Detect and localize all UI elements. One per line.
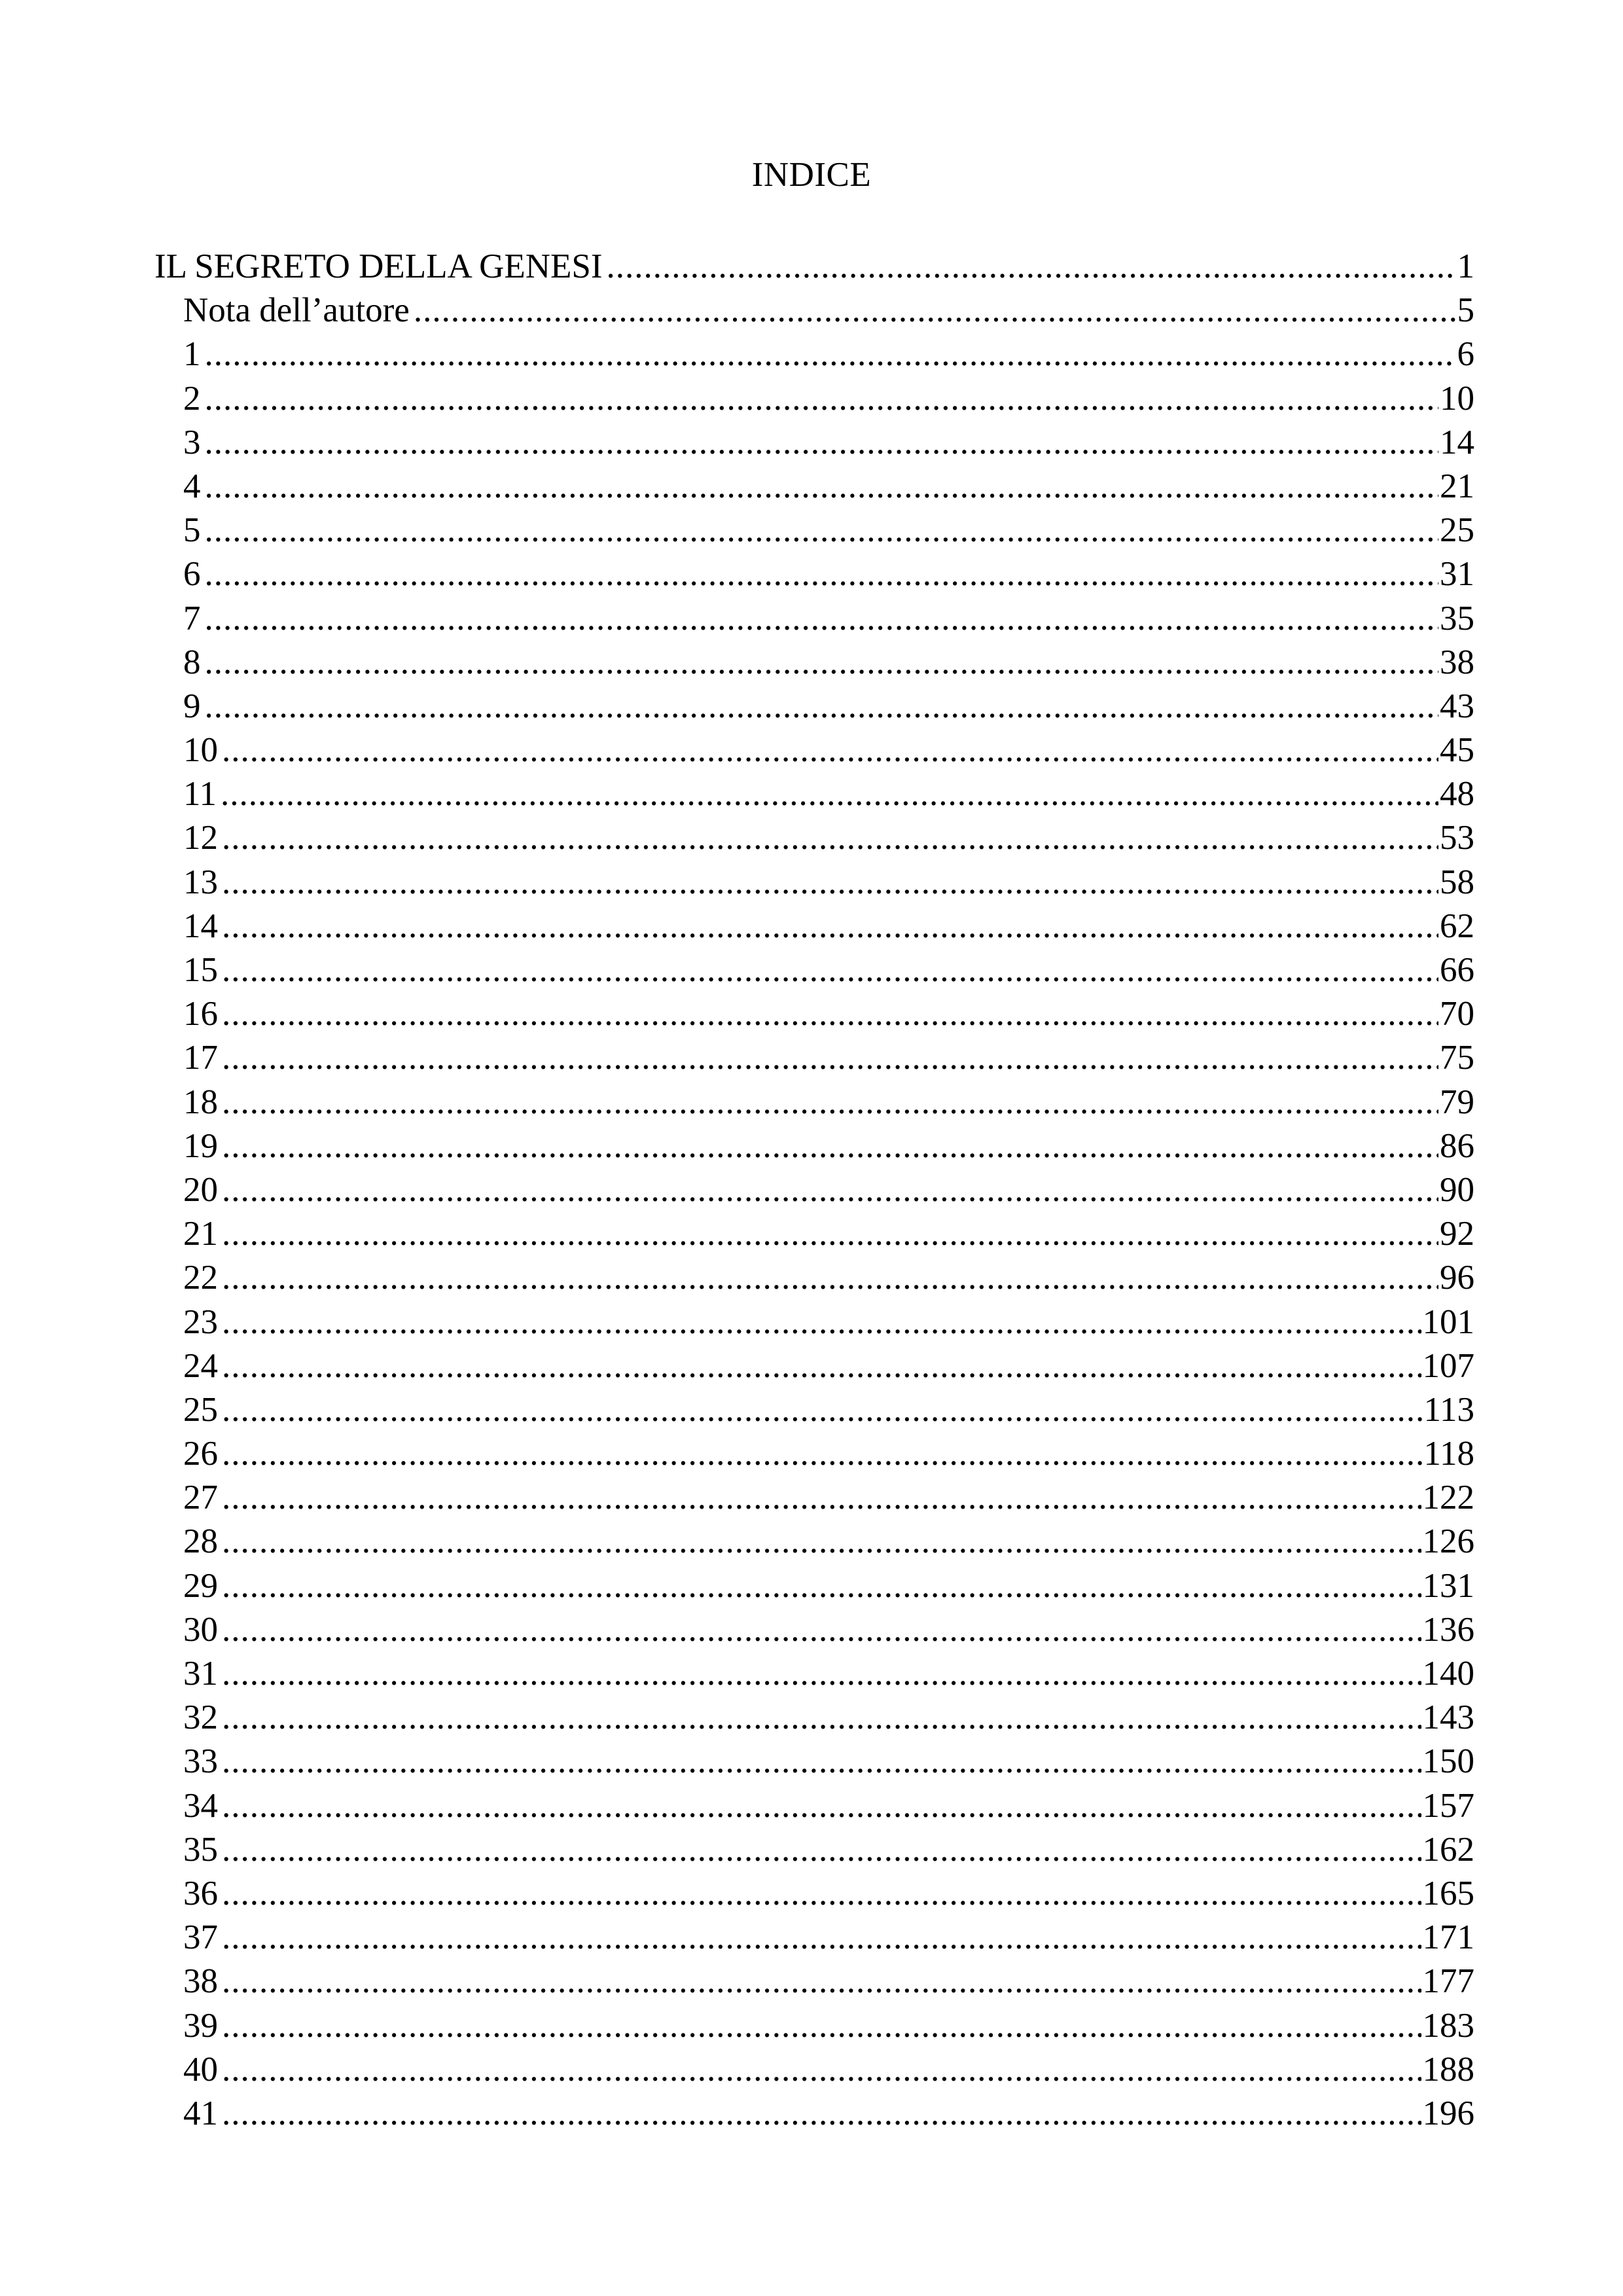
toc-entry-page-number: 90 xyxy=(1440,1170,1474,1209)
dot-leader xyxy=(222,905,1438,948)
dot-leader xyxy=(222,1168,1438,1212)
toc-entry-label: 22 xyxy=(183,1259,218,1297)
toc-entry-page-number: 101 xyxy=(1422,1302,1474,1341)
toc-entry-label: 9 xyxy=(183,687,201,725)
toc-entry[interactable] xyxy=(154,1036,1474,1080)
toc-entry-label: 3 xyxy=(183,423,201,461)
dot-leader xyxy=(205,332,1456,376)
toc-entry-page-number: 107 xyxy=(1422,1346,1474,1385)
toc-entry-page-number: 118 xyxy=(1423,1435,1474,1473)
dot-leader xyxy=(205,465,1439,509)
dot-leader xyxy=(222,1564,1421,1608)
toc-entry[interactable] xyxy=(154,948,1474,992)
toc-entry-page-number: 1 xyxy=(1457,247,1474,285)
toc-entry-page-number: 31 xyxy=(1440,555,1474,594)
toc-entry[interactable] xyxy=(154,289,1474,332)
toc-entry[interactable] xyxy=(154,1520,1474,1564)
toc-entry[interactable] xyxy=(154,2004,1474,2048)
toc-entry[interactable] xyxy=(154,685,1474,728)
dot-leader xyxy=(222,1916,1421,1960)
toc-entry-label: 8 xyxy=(183,643,201,681)
toc-entry-label: 41 xyxy=(183,2094,218,2132)
toc-entry[interactable] xyxy=(154,772,1474,816)
toc-entry[interactable] xyxy=(154,1960,1474,2003)
dot-leader xyxy=(205,685,1439,728)
dot-leader xyxy=(205,421,1439,465)
toc-entry-label: 16 xyxy=(183,995,218,1033)
toc-entry[interactable] xyxy=(154,905,1474,948)
toc-entry[interactable] xyxy=(154,728,1474,772)
dot-leader xyxy=(222,1872,1421,1916)
toc-entry[interactable] xyxy=(154,552,1474,596)
toc-entry-label: 36 xyxy=(183,1874,218,1912)
dot-leader xyxy=(205,377,1439,421)
toc-entry[interactable] xyxy=(154,421,1474,465)
toc-entry-page-number: 25 xyxy=(1440,511,1474,550)
toc-entry-label: 37 xyxy=(183,1918,218,1957)
dot-leader xyxy=(205,509,1439,552)
page-title: INDICE xyxy=(751,156,872,194)
toc-entry-page-number: 96 xyxy=(1440,1259,1474,1297)
dot-leader xyxy=(205,641,1439,685)
toc-entry-page-number: 196 xyxy=(1422,2094,1474,2132)
toc-entry-page-number: 6 xyxy=(1457,335,1474,374)
toc-entry-page-number: 162 xyxy=(1422,1830,1474,1869)
toc-entry-page-number: 140 xyxy=(1422,1655,1474,1693)
toc-entry[interactable] xyxy=(154,465,1474,509)
toc-entry[interactable] xyxy=(154,597,1474,641)
toc-entry-label: 28 xyxy=(183,1522,218,1561)
dot-leader xyxy=(222,816,1438,860)
toc-entry-label: 13 xyxy=(183,863,218,901)
toc-entry-label: 30 xyxy=(183,1610,218,1649)
toc-entry-label: 19 xyxy=(183,1126,218,1165)
toc-entry-page-number: 58 xyxy=(1440,863,1474,901)
toc-entry-page-number: 21 xyxy=(1440,467,1474,505)
table-of-contents xyxy=(154,245,1474,2136)
toc-entry-label: 27 xyxy=(183,1479,218,1517)
toc-entry-page-number: 150 xyxy=(1422,1742,1474,1781)
toc-entry-page-number: 62 xyxy=(1440,906,1474,945)
toc-entry-label: IL SEGRETO DELLA GENESI xyxy=(154,247,603,285)
toc-entry-label: 15 xyxy=(183,951,218,989)
toc-entry[interactable] xyxy=(154,992,1474,1036)
toc-entry[interactable] xyxy=(154,1168,1474,1212)
toc-entry-page-number: 53 xyxy=(1440,819,1474,857)
toc-entry[interactable] xyxy=(154,1696,1474,1740)
toc-entry-label: 35 xyxy=(183,1830,218,1869)
toc-entry-label: 31 xyxy=(183,1655,218,1693)
toc-entry-page-number: 79 xyxy=(1440,1083,1474,1121)
dot-leader xyxy=(607,245,1456,289)
toc-entry[interactable] xyxy=(154,1388,1474,1432)
dot-leader xyxy=(222,1696,1421,1740)
toc-entry-label: 21 xyxy=(183,1215,218,1253)
toc-entry-label: 5 xyxy=(183,511,201,550)
dot-leader xyxy=(222,1256,1438,1300)
dot-leader xyxy=(222,1784,1421,1828)
toc-entry[interactable] xyxy=(154,509,1474,552)
toc-entry-label: 10 xyxy=(183,731,218,770)
toc-entry-label: 38 xyxy=(183,1962,218,2001)
toc-entry[interactable] xyxy=(154,1300,1474,1344)
toc-entry[interactable] xyxy=(154,1256,1474,1300)
toc-entry[interactable] xyxy=(154,1432,1474,1476)
dot-leader xyxy=(222,728,1438,772)
toc-entry-label: 34 xyxy=(183,1786,218,1825)
toc-entry[interactable] xyxy=(154,245,1474,289)
dot-leader xyxy=(222,2048,1421,2092)
toc-entry-page-number: 75 xyxy=(1440,1039,1474,1077)
toc-entry-label: 25 xyxy=(183,1390,218,1429)
toc-entry[interactable] xyxy=(154,1828,1474,1872)
dot-leader xyxy=(222,861,1438,905)
toc-entry[interactable] xyxy=(154,2048,1474,2092)
toc-entry-page-number: 38 xyxy=(1440,643,1474,681)
dot-leader xyxy=(222,1432,1422,1476)
dot-leader xyxy=(222,1828,1421,1872)
toc-entry-label: 23 xyxy=(183,1302,218,1341)
toc-entry[interactable] xyxy=(154,332,1474,376)
toc-entry-label: 33 xyxy=(183,1742,218,1781)
toc-entry-label: 32 xyxy=(183,1698,218,1737)
toc-entry-label: 24 xyxy=(183,1346,218,1385)
toc-entry[interactable] xyxy=(154,1608,1474,1652)
dot-leader xyxy=(222,1608,1421,1652)
toc-entry-label: 7 xyxy=(183,599,201,637)
toc-entry-page-number: 92 xyxy=(1440,1215,1474,1253)
dot-leader xyxy=(222,2004,1421,2048)
dot-leader xyxy=(222,948,1438,992)
toc-entry[interactable] xyxy=(154,1916,1474,1960)
toc-entry[interactable] xyxy=(154,1476,1474,1520)
toc-entry-page-number: 48 xyxy=(1440,775,1474,814)
toc-entry-label: 14 xyxy=(183,906,218,945)
toc-entry[interactable] xyxy=(154,1564,1474,1608)
toc-entry-page-number: 70 xyxy=(1440,995,1474,1033)
toc-entry-page-number: 157 xyxy=(1422,1786,1474,1825)
dot-leader xyxy=(222,1652,1421,1696)
toc-entry-label: Nota dell’autore xyxy=(183,291,410,330)
toc-entry[interactable] xyxy=(154,1344,1474,1388)
toc-entry-page-number: 177 xyxy=(1422,1962,1474,2001)
dot-leader xyxy=(222,1124,1438,1168)
dot-leader xyxy=(222,1476,1421,1520)
toc-entry[interactable] xyxy=(154,377,1474,421)
toc-entry-label: 6 xyxy=(183,555,201,594)
dot-leader xyxy=(222,1300,1421,1344)
dot-leader xyxy=(222,2092,1421,2136)
toc-entry-page-number: 66 xyxy=(1440,951,1474,989)
dot-leader xyxy=(222,1520,1421,1564)
toc-entry-page-number: 45 xyxy=(1440,731,1474,770)
toc-entry-page-number: 10 xyxy=(1440,379,1474,418)
dot-leader xyxy=(205,552,1439,596)
toc-entry[interactable] xyxy=(154,1081,1474,1124)
toc-entry-label: 11 xyxy=(183,775,217,814)
toc-entry-page-number: 183 xyxy=(1422,2006,1474,2045)
toc-entry-label: 26 xyxy=(183,1435,218,1473)
dot-leader xyxy=(222,1740,1421,1784)
dot-leader xyxy=(222,1212,1438,1256)
toc-entry[interactable] xyxy=(154,641,1474,685)
toc-entry-label: 29 xyxy=(183,1566,218,1605)
dot-leader xyxy=(222,1344,1421,1388)
toc-entry[interactable] xyxy=(154,1124,1474,1168)
toc-entry-label: 20 xyxy=(183,1170,218,1209)
toc-entry-page-number: 113 xyxy=(1423,1390,1474,1429)
toc-entry[interactable] xyxy=(154,1784,1474,1828)
dot-leader xyxy=(205,597,1439,641)
toc-entry-label: 17 xyxy=(183,1039,218,1077)
dot-leader xyxy=(222,1036,1438,1080)
toc-entry-page-number: 165 xyxy=(1422,1874,1474,1912)
toc-entry-page-number: 5 xyxy=(1457,291,1474,330)
dot-leader xyxy=(221,772,1438,816)
dot-leader xyxy=(222,1960,1421,2003)
toc-entry-label: 12 xyxy=(183,819,218,857)
toc-entry-page-number: 143 xyxy=(1422,1698,1474,1737)
toc-entry[interactable] xyxy=(154,1740,1474,1784)
toc-entry-page-number: 122 xyxy=(1422,1479,1474,1517)
toc-entry[interactable] xyxy=(154,1212,1474,1256)
toc-entry-page-number: 43 xyxy=(1440,687,1474,725)
toc-entry-page-number: 136 xyxy=(1422,1610,1474,1649)
dot-leader xyxy=(414,289,1456,332)
toc-entry-label: 2 xyxy=(183,379,201,418)
dot-leader xyxy=(222,1081,1438,1124)
toc-entry-label: 4 xyxy=(183,467,201,505)
toc-entry[interactable] xyxy=(154,1652,1474,1696)
toc-entry[interactable] xyxy=(154,816,1474,860)
dot-leader xyxy=(222,1388,1422,1432)
toc-entry-page-number: 126 xyxy=(1422,1522,1474,1561)
toc-entry-page-number: 131 xyxy=(1422,1566,1474,1605)
toc-entry-page-number: 188 xyxy=(1422,2050,1474,2089)
toc-entry-page-number: 14 xyxy=(1440,423,1474,461)
toc-entry-label: 18 xyxy=(183,1083,218,1121)
toc-entry-page-number: 171 xyxy=(1422,1918,1474,1957)
toc-entry-page-number: 35 xyxy=(1440,599,1474,637)
toc-entry-label: 40 xyxy=(183,2050,218,2089)
toc-entry-label: 39 xyxy=(183,2006,218,2045)
dot-leader xyxy=(222,992,1438,1036)
toc-entry[interactable] xyxy=(154,1872,1474,1916)
toc-entry[interactable] xyxy=(154,861,1474,905)
toc-entry-label: 1 xyxy=(183,335,201,374)
toc-entry[interactable] xyxy=(154,2092,1474,2136)
toc-entry-page-number: 86 xyxy=(1440,1126,1474,1165)
